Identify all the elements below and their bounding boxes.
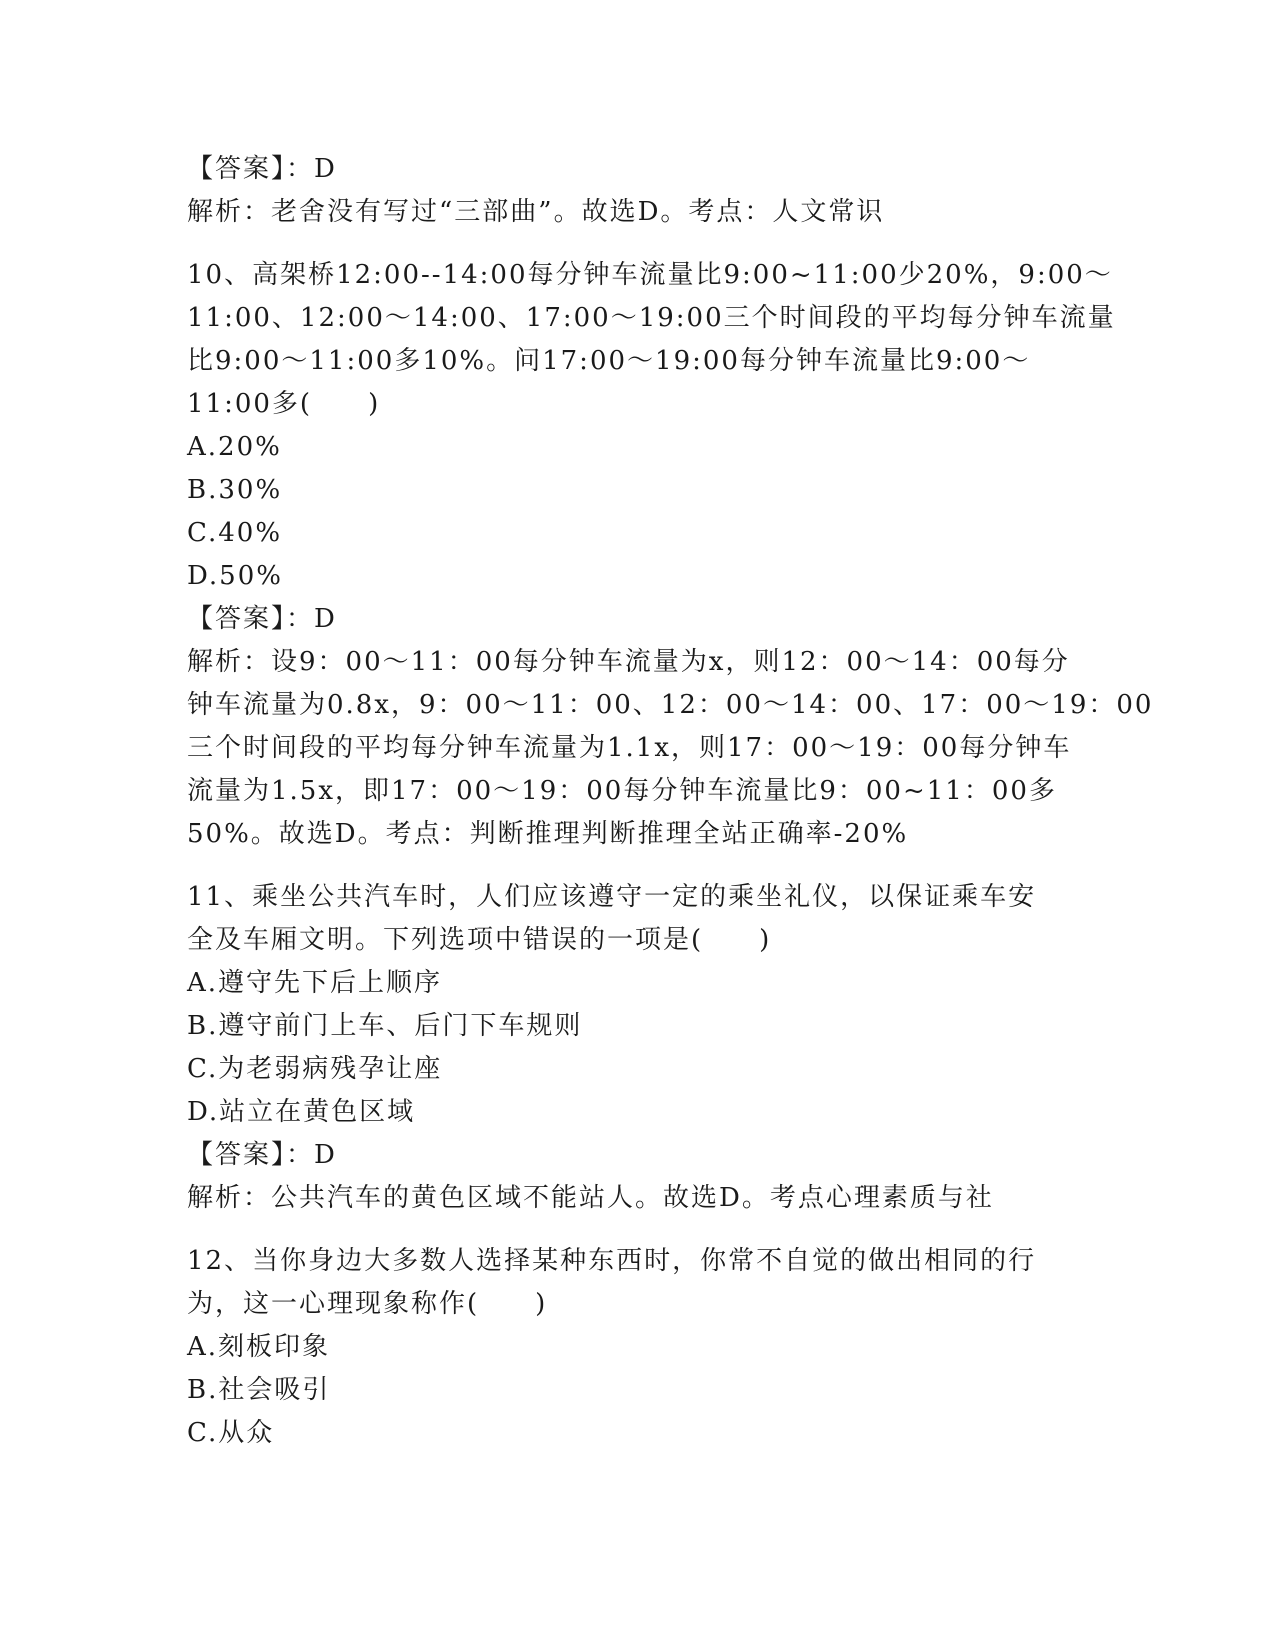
q12-option-a: A.刻板印象 bbox=[187, 1332, 331, 1362]
q11-stem-line: 11、乘坐公共汽车时，人们应该遵守一定的乘坐礼仪，以保证乘车安 bbox=[187, 882, 1037, 912]
spacer bbox=[187, 856, 1087, 876]
q11-option-b: B.遵守前门上车、后门下车规则 bbox=[187, 1011, 583, 1041]
q10-stem-line: 10、高架桥12:00--14:00每分钟车流量比9:00~11:00少20%，9:00～ bbox=[187, 260, 1113, 290]
q11-analysis: 解析：公共汽车的黄色区域不能站人。故选D。考点心理素质与社 bbox=[187, 1183, 994, 1213]
q12-stem-line: 为，这一心理现象称作( ) bbox=[187, 1289, 548, 1319]
prev-analysis: 解析：老舍没有写过“三部曲”。故选D。考点：人文常识 bbox=[187, 197, 885, 227]
q10-option-a: A.20% bbox=[187, 432, 282, 462]
q10-stem-line: 11:00多( ) bbox=[187, 389, 381, 419]
spacer bbox=[187, 234, 1087, 254]
document-content bbox=[187, 148, 1154, 1455]
q10-analysis-line: 钟车流量为0.8x，9：00～11：00、12：00～14：00、17：00～19：00 bbox=[187, 690, 1154, 720]
q10-analysis-line: 流量为1.5x，即17：00～19：00每分钟车流量比9：00~11：00多 bbox=[187, 776, 1057, 806]
q11-answer: 【答案】：D bbox=[187, 1140, 337, 1170]
q11-option-c: C.为老弱病残孕让座 bbox=[187, 1054, 443, 1084]
prev-answer: 【答案】：D bbox=[187, 154, 337, 184]
q10-answer: 【答案】：D bbox=[187, 604, 337, 634]
q10-option-b: B.30% bbox=[187, 475, 283, 505]
q10-analysis-line: 三个时间段的平均每分钟车流量为1.1x，则17：00～19：00每分钟车 bbox=[187, 733, 1072, 763]
q10-stem-line: 比9:00～11:00多10%。问17:00～19:00每分钟车流量比9:00～ bbox=[187, 346, 1031, 376]
q10-stem-line: 11:00、12:00～14:00、17:00～19:00三个时间段的平均每分钟车流量 bbox=[187, 303, 1116, 333]
q12-stem-line: 12、当你身边大多数人选择某种东西时，你常不自觉的做出相同的行 bbox=[187, 1246, 1037, 1276]
q11-stem-line: 全及车厢文明。下列选项中错误的一项是( ) bbox=[187, 925, 772, 955]
q10-analysis-line: 解析：设9：00～11：00每分钟车流量为x，则12：00～14：00每分 bbox=[187, 647, 1070, 677]
q10-analysis-line: 50%。故选D。考点：判断推理判断推理全站正确率-20% bbox=[187, 819, 909, 849]
q12-option-c: C.从众 bbox=[187, 1418, 275, 1448]
q11-option-d: D.站立在黄色区域 bbox=[187, 1097, 416, 1127]
q10-option-d: D.50% bbox=[187, 561, 283, 591]
q11-option-a: A.遵守先下后上顺序 bbox=[187, 968, 443, 998]
q12-option-b: B.社会吸引 bbox=[187, 1375, 331, 1405]
spacer bbox=[187, 1220, 1087, 1240]
q10-option-c: C.40% bbox=[187, 518, 283, 548]
